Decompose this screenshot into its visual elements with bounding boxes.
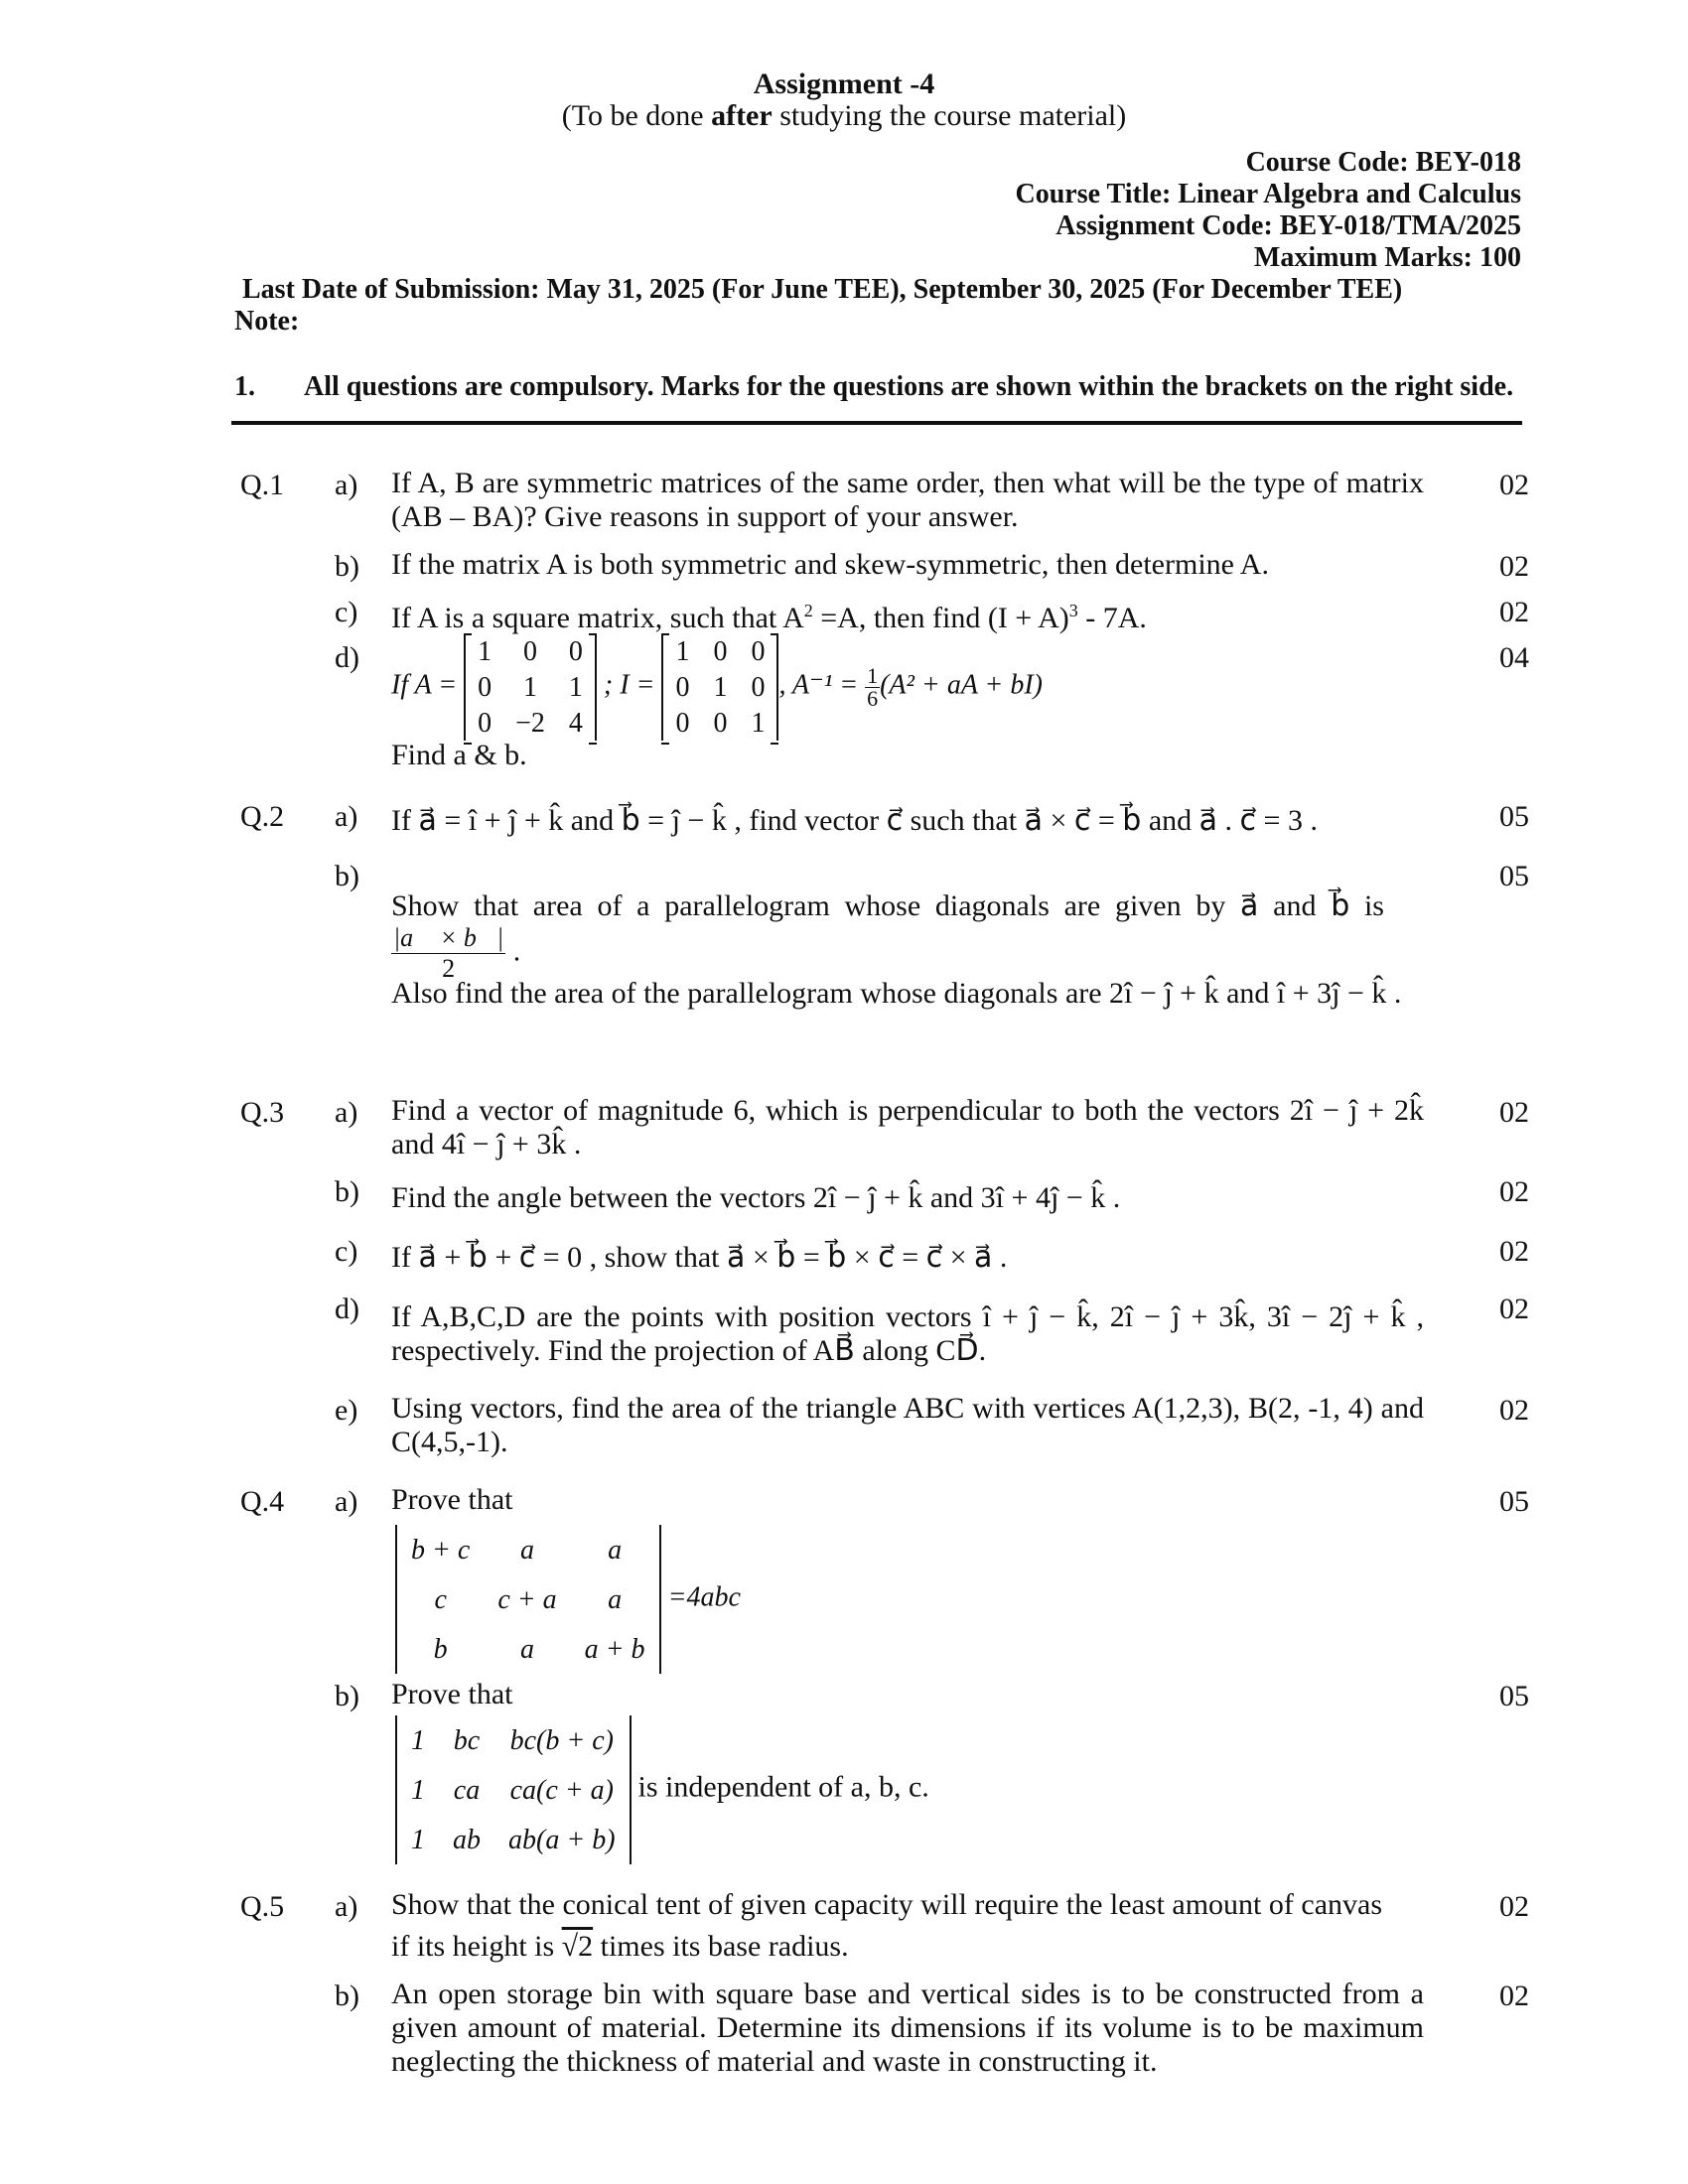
part-label: b) xyxy=(335,860,359,892)
determinant xyxy=(395,1715,632,1864)
matrix-row xyxy=(466,669,595,705)
equation-rhs: is independent of a, b, c. xyxy=(637,1770,929,1804)
part-label: b) xyxy=(335,550,359,583)
question-number: Q.5 xyxy=(240,1890,285,1923)
matrix-row xyxy=(663,669,776,705)
matrix-cell: 4 xyxy=(568,707,583,739)
note-text: All questions are compulsory. Marks for the questions are shown within the brackets on the right side. xyxy=(304,371,1514,402)
exponent: 3 xyxy=(1068,601,1078,620)
equation-label: If A = xyxy=(391,669,458,701)
matrix-row xyxy=(397,1715,630,1765)
matrix-cell: a xyxy=(608,1583,623,1615)
part-label: c) xyxy=(335,596,358,628)
marks: 02 xyxy=(1499,1979,1529,2012)
part-label: b) xyxy=(335,1680,359,1712)
text-pre: if its height is xyxy=(391,1930,562,1963)
marks: 02 xyxy=(1499,1235,1529,1268)
text-mid: =A, then find (I + A) xyxy=(812,602,1069,634)
matrix-cell: 0 xyxy=(478,707,492,739)
course-title: Course Title: Linear Algebra and Calculus xyxy=(1015,179,1521,209)
matrix-cell: bc(b + c) xyxy=(509,1724,614,1756)
maximum-marks: Maximum Marks: 100 xyxy=(1253,242,1521,273)
matrix-row xyxy=(397,1574,659,1624)
header-divider xyxy=(231,421,1522,425)
subtitle-bold: after xyxy=(711,99,773,132)
matrix-row xyxy=(663,705,776,741)
marks: 02 xyxy=(1499,550,1529,583)
marks: 05 xyxy=(1499,800,1529,833)
part-label: d) xyxy=(335,641,359,674)
marks: 02 xyxy=(1499,1394,1529,1427)
question-text: Find a vector of magnitude 6, which is perpendicular to both the vectors 2î − ĵ + 2k̂ and 4î − ĵ + 3k̂ . xyxy=(391,1094,1424,1160)
matrix-i xyxy=(661,633,778,741)
question-text: Prove that xyxy=(391,1483,513,1516)
text: Show that area of a parallelogram whose diagonals are given by a⃗ and b⃗ is xyxy=(391,889,1384,922)
matrix-cell: 0 xyxy=(568,635,583,667)
question-text: Find the angle between the vectors 2î − ĵ + k̂ and 3î + 4ĵ − k̂ . xyxy=(391,1181,1121,1214)
matrix-cell: 0 xyxy=(675,707,690,739)
matrix-row xyxy=(466,633,595,669)
question-text: Using vectors, find the area of the triangle ABC with vertices A(1,2,3), B(2, -1, 4) and C(4,5,-1). xyxy=(391,1392,1424,1458)
marks: 05 xyxy=(1499,1680,1529,1712)
note-number: 1. xyxy=(234,371,255,402)
matrix-row xyxy=(466,705,595,741)
marks: 05 xyxy=(1499,860,1529,892)
marks: 02 xyxy=(1499,469,1529,501)
question-text xyxy=(391,594,1424,635)
matrix-cell: b xyxy=(433,1633,448,1665)
question-text: Show that the conical tent of given capacity will require the least amount of canvas xyxy=(391,1888,1382,1921)
matrix-cell: 1 xyxy=(568,671,583,703)
question-text: If A, B are symmetric matrices of the same order, then what will be the type of matrix (AB – BA)? Give reasons in support of your answer. xyxy=(391,467,1424,533)
matrix-cell: a + b xyxy=(584,1633,645,1665)
equation-rhs: =4abc xyxy=(667,1581,741,1613)
matrix-row xyxy=(397,1525,659,1574)
denominator: 2 xyxy=(442,954,456,983)
text-post: times its base radius. xyxy=(593,1930,849,1963)
matrix-cell: 1 xyxy=(411,1824,425,1855)
numerator: |a⃗ × b⃗| xyxy=(393,923,504,952)
last-date: Last Date of Submission: May 31, 2025 (For June TEE), September 30, 2025 (For December TEE) xyxy=(242,274,1403,305)
numerator: 1 xyxy=(867,662,879,688)
subtitle-pre: (To be done xyxy=(561,99,712,132)
part-label: b) xyxy=(335,1979,359,2012)
marks: 02 xyxy=(1499,1096,1529,1129)
matrix-cell: a xyxy=(608,1534,623,1566)
question-text: Prove that xyxy=(391,1678,513,1710)
question-text: If a⃗ + b⃗ + c⃗ = 0 , show that a⃗ × b⃗ = b⃗ × c⃗ = c⃗ × a⃗ . xyxy=(391,1241,1008,1274)
determinant-equation xyxy=(395,1715,929,1864)
marks: 02 xyxy=(1499,596,1529,628)
question-text: If A,B,C,D are the points with position vectors î + ĵ − k̂, 2î − ĵ + 3k̂, 3î − 2ĵ + k̂ , respectively. Find the projection of AB⃗ along CD⃗. xyxy=(391,1300,1424,1367)
denominator: 6 xyxy=(867,685,879,711)
assignment-subtitle xyxy=(0,97,1688,135)
fraction xyxy=(865,662,880,711)
matrix-cell: bc xyxy=(453,1724,481,1756)
matrix-cell: 0 xyxy=(751,671,766,703)
matrix-row xyxy=(397,1765,630,1815)
matrix-cell: c + a xyxy=(497,1583,557,1615)
part-label: a) xyxy=(335,1485,358,1518)
matrix-cell: 1 xyxy=(751,707,766,739)
marks: 02 xyxy=(1499,1175,1529,1208)
course-code: Course Code: BEY-018 xyxy=(1245,147,1521,178)
matrix-cell: 0 xyxy=(675,671,690,703)
matrix-cell: 0 xyxy=(713,635,728,667)
matrix-cell: b + c xyxy=(411,1534,471,1566)
matrix-row xyxy=(397,1624,659,1674)
part-label: a) xyxy=(335,1096,358,1129)
assignment-code: Assignment Code: BEY-018/TMA/2025 xyxy=(1055,210,1521,241)
question-number: Q.2 xyxy=(240,800,285,833)
part-label: a) xyxy=(335,1890,358,1923)
matrix-row xyxy=(663,633,776,669)
subtitle-post: studying the course material) xyxy=(772,99,1127,132)
matrix-cell: 0 xyxy=(713,707,728,739)
matrix-row xyxy=(397,1815,630,1864)
matrix-cell: 0 xyxy=(522,635,537,667)
matrix-cell: −2 xyxy=(515,707,545,739)
marks: 04 xyxy=(1499,641,1529,674)
question-text: Show that area of a parallelogram whose diagonals are given by a⃗ and b⃗ is $\frac{|a⃗ \times b⃗|}{2}$ . xyxy=(391,889,1384,983)
matrix-cell: 1 xyxy=(713,671,728,703)
matrix-equation xyxy=(391,633,1043,741)
matrix-cell: 1 xyxy=(478,635,492,667)
part-label: e) xyxy=(335,1394,358,1427)
matrix-cell: ab(a + b) xyxy=(508,1824,616,1855)
matrix-cell: c xyxy=(434,1583,447,1615)
question-text: If a⃗ = î + ĵ + k̂ and b⃗ = ĵ − k̂ , find vector c⃗ such that a⃗ × c⃗ = b⃗ and a⃗ . c⃗ = 3 . xyxy=(391,804,1318,837)
assignment-title: Assignment -4 xyxy=(753,68,935,100)
part-label: d) xyxy=(335,1293,359,1325)
part-label: a) xyxy=(335,800,358,833)
marks: 05 xyxy=(1499,1485,1529,1518)
question-text: If the matrix A is both symmetric and skew-symmetric, then determine A. xyxy=(391,548,1269,581)
matrix-cell: 1 xyxy=(522,671,537,703)
question-number: Q.1 xyxy=(240,469,285,501)
question-text xyxy=(391,1930,1424,1964)
matrix-a xyxy=(464,633,597,741)
determinant xyxy=(395,1525,661,1674)
fraction xyxy=(391,923,505,984)
determinant-equation xyxy=(395,1525,741,1674)
equation-label: ; I = xyxy=(603,669,655,701)
matrix-cell: 1 xyxy=(411,1724,425,1756)
matrix-cell: ca(c + a) xyxy=(509,1774,614,1806)
matrix-cell: a xyxy=(519,1534,534,1566)
equation-label: , A⁻¹ = xyxy=(778,669,859,701)
part-label: a) xyxy=(335,469,358,501)
question-text: Also find the area of the parallelogram whose diagonals are 2î − ĵ + k̂ and î + 3ĵ − k̂ . xyxy=(391,977,1402,1010)
part-label: b) xyxy=(335,1175,359,1208)
text-post: - 7A. xyxy=(1077,602,1147,634)
exponent: 2 xyxy=(803,601,813,620)
square-root: √2 xyxy=(561,1930,594,1963)
question-text: An open storage bin with square base and vertical sides is to be constructed from a given amount of material. Determine its dimensions if its volume is to be maximum neglecting the thickness of material and waste in constructing it. xyxy=(391,1978,1424,2078)
matrix-cell: 0 xyxy=(478,671,492,703)
marks: 02 xyxy=(1499,1293,1529,1325)
text-pre: If A is a square matrix, such that A xyxy=(391,602,804,634)
part-label: c) xyxy=(335,1235,358,1268)
matrix-cell: ca xyxy=(453,1774,481,1806)
note-label: Note: xyxy=(234,306,300,337)
matrix-cell: a xyxy=(519,1633,534,1665)
matrix-cell: 0 xyxy=(751,635,766,667)
marks: 02 xyxy=(1499,1890,1529,1923)
matrix-cell: 1 xyxy=(675,635,690,667)
question-number: Q.4 xyxy=(240,1485,285,1518)
question-text: Find a & b. xyxy=(391,739,527,771)
expression: (A² + aA + bI) xyxy=(880,669,1043,701)
matrix-cell: 1 xyxy=(411,1774,425,1806)
question-number: Q.3 xyxy=(240,1096,285,1129)
matrix-cell: ab xyxy=(453,1824,481,1855)
